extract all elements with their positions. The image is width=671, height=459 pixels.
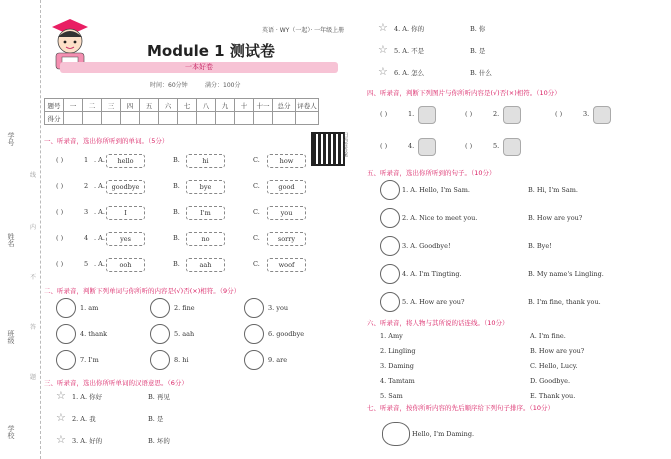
cut-line-char: 不 bbox=[30, 274, 37, 281]
answer-paren[interactable]: ( ) bbox=[555, 110, 563, 118]
option-b-word[interactable]: I'm bbox=[186, 206, 225, 220]
option-a-word[interactable]: ooh bbox=[106, 258, 145, 272]
character-name[interactable]: 2. Lingling bbox=[380, 347, 416, 355]
answer-circle[interactable] bbox=[380, 180, 400, 200]
character-name[interactable]: 3. Daming bbox=[380, 362, 414, 370]
section-7-sentence: Hello, I'm Daming. bbox=[412, 430, 475, 438]
section-5-option-a: 5. A. How are you? bbox=[402, 298, 465, 306]
quote-option[interactable]: B. How are you? bbox=[530, 347, 585, 355]
option-label-b: B. bbox=[173, 182, 180, 190]
answer-circle[interactable] bbox=[380, 292, 400, 312]
picture-illustration-icon bbox=[503, 106, 521, 124]
score-entry-cell[interactable] bbox=[296, 112, 319, 125]
character-name[interactable]: 1. Amy bbox=[380, 332, 403, 340]
quote-option[interactable]: D. Goodbye. bbox=[530, 377, 571, 385]
option-b-word[interactable]: bye bbox=[186, 180, 225, 194]
star-answer-icon[interactable]: ☆ bbox=[378, 21, 388, 34]
judge-circle[interactable] bbox=[150, 298, 170, 318]
section-7-heading: 七、听录音，按你所听内容的先后顺序给下列句子排序。（10分） bbox=[367, 404, 555, 412]
answer-paren[interactable]: ( ) bbox=[56, 156, 64, 164]
option-c-word[interactable]: you bbox=[267, 206, 306, 220]
score-table-header-cell: 九 bbox=[216, 99, 235, 112]
time-limit: 时间：60分钟 bbox=[150, 82, 188, 89]
section-3-option-a: 1. A. 你好 bbox=[72, 393, 103, 401]
answer-paren[interactable]: ( ) bbox=[465, 142, 473, 150]
qr-code-icon bbox=[311, 132, 345, 166]
section-3-option-a: 4. A. 你的 bbox=[394, 25, 425, 33]
answer-paren[interactable]: ( ) bbox=[465, 110, 473, 118]
answer-circle[interactable] bbox=[380, 208, 400, 228]
score-entry-cell[interactable] bbox=[64, 112, 83, 125]
option-a-word[interactable]: yes bbox=[106, 232, 145, 246]
section-2-word: 1. am bbox=[80, 304, 99, 312]
section-3-option-a: 5. A. 不是 bbox=[394, 47, 425, 55]
option-label-b: B. bbox=[173, 234, 180, 242]
score-entry-cell[interactable] bbox=[235, 112, 254, 125]
star-answer-icon[interactable]: ☆ bbox=[56, 389, 66, 402]
answer-paren[interactable]: ( ) bbox=[380, 142, 388, 150]
section-4-heading: 四、听录音，判断下列图片与你所听内容是(√)否(×)相符。（10分） bbox=[367, 89, 561, 97]
score-table-header-cell: 评卷人 bbox=[296, 99, 319, 112]
option-label-a: . A. bbox=[94, 260, 105, 268]
question-number: 2 bbox=[84, 182, 89, 190]
option-label-b: B. bbox=[173, 260, 180, 268]
section-3-option-a: 3. A. 好的 bbox=[72, 437, 103, 445]
section-5-option-b: B. My name's Lingling. bbox=[528, 270, 604, 278]
question-number: 1 bbox=[84, 156, 89, 164]
section-2-word: 9. are bbox=[268, 356, 288, 364]
option-label-a: . A. bbox=[94, 156, 105, 164]
picture-illustration-icon bbox=[593, 106, 611, 124]
section-5-option-a: 3. A. Goodbye! bbox=[402, 242, 451, 250]
score-table-header-cell: 八 bbox=[197, 99, 216, 112]
section-5-heading: 五、听录音，选出你所听到的句子。（10分） bbox=[367, 169, 496, 177]
score-entry-cell[interactable] bbox=[83, 112, 102, 125]
section-2-word: 3. you bbox=[268, 304, 289, 312]
score-entry-cell[interactable] bbox=[216, 112, 235, 125]
section-3-option-b: B. 是 bbox=[470, 47, 486, 55]
option-label-c: C. bbox=[253, 156, 260, 164]
score-table-header-cell: 六 bbox=[159, 99, 178, 112]
section-5-option-a: 2. A. Nice to meet you. bbox=[402, 214, 478, 222]
section-3-option-a: 2. A. 我 bbox=[72, 415, 96, 423]
section-5-option-b: B. Hi, I'm Sam. bbox=[528, 186, 578, 194]
section-2-word: 2. fine bbox=[174, 304, 195, 312]
score-entry-cell[interactable] bbox=[254, 112, 273, 125]
option-label-c: C. bbox=[253, 234, 260, 242]
judge-circle[interactable] bbox=[244, 350, 264, 370]
section-1-heading: 一、听录音，选出你所听到的单词。（5分） bbox=[44, 137, 169, 145]
section-2-heading: 二、听录音，判断下列单词与你所听的内容是(√)否(×)相符。（9分） bbox=[44, 287, 241, 295]
option-label-a: . A. bbox=[94, 182, 105, 190]
cut-line-char: 线 bbox=[30, 172, 37, 179]
option-label-b: B. bbox=[173, 156, 180, 164]
option-c-word[interactable]: how bbox=[267, 154, 306, 168]
subject-header: 英语 · WY（一起）· 一年级上册 bbox=[262, 27, 345, 34]
picture-illustration-icon bbox=[418, 138, 436, 156]
cut-line-char: 内 bbox=[30, 224, 37, 231]
section-5-option-a: 4. A. I'm Tingting. bbox=[402, 270, 462, 278]
score-entry-cell[interactable] bbox=[102, 112, 121, 125]
order-answer-box[interactable] bbox=[382, 422, 410, 446]
judge-circle[interactable] bbox=[150, 350, 170, 370]
score-table-header-cell: 总分 bbox=[273, 99, 296, 112]
option-label-c: C. bbox=[253, 182, 260, 190]
question-number: 4 bbox=[84, 234, 89, 242]
section-5-option-a: 1. A. Hello, I'm Sam. bbox=[402, 186, 470, 194]
section-2-word: 7. I'm bbox=[80, 356, 99, 364]
section-6-heading: 六、听录音，将人物与其所说的话连线。（10分） bbox=[367, 319, 509, 327]
option-label-a: . A. bbox=[94, 234, 105, 242]
option-c-word[interactable]: sorry bbox=[267, 232, 306, 246]
score-table-header-cell: 三 bbox=[102, 99, 121, 112]
option-b-word[interactable]: no bbox=[186, 232, 225, 246]
judge-circle[interactable] bbox=[244, 298, 264, 318]
star-answer-icon[interactable]: ☆ bbox=[56, 433, 66, 446]
section-3-option-b: B. 坏的 bbox=[148, 437, 170, 445]
answer-circle[interactable] bbox=[380, 236, 400, 256]
option-label-c: C. bbox=[253, 260, 260, 268]
label-student-no: 学号 bbox=[7, 132, 15, 146]
option-a-word[interactable]: hello bbox=[106, 154, 145, 168]
brand-subtitle: 一本好卷 bbox=[185, 63, 213, 71]
section-5-option-b: B. I'm fine, thank you. bbox=[528, 298, 601, 306]
section-2-word: 8. hi bbox=[174, 356, 189, 364]
star-answer-icon[interactable]: ☆ bbox=[56, 411, 66, 424]
star-answer-icon[interactable]: ☆ bbox=[378, 65, 388, 78]
quote-option[interactable]: E. Thank you. bbox=[530, 392, 576, 400]
judge-circle[interactable] bbox=[56, 324, 76, 344]
full-score: 满分：100分 bbox=[205, 82, 241, 89]
picture-illustration-icon bbox=[418, 106, 436, 124]
answer-circle[interactable] bbox=[380, 264, 400, 284]
label-class: 班级 bbox=[7, 330, 15, 344]
section-3-option-b: B. 什么 bbox=[470, 69, 492, 77]
option-c-word[interactable]: good bbox=[267, 180, 306, 194]
option-c-word[interactable]: woof bbox=[267, 258, 306, 272]
answer-paren[interactable]: ( ) bbox=[56, 260, 64, 268]
option-label-a: . A. bbox=[94, 208, 105, 216]
section-3-option-b: B. 再见 bbox=[148, 393, 170, 401]
cut-line-char: 答 bbox=[30, 324, 37, 331]
character-name[interactable]: 4. Tamtam bbox=[380, 377, 415, 385]
cut-line-char: 题 bbox=[30, 374, 37, 381]
answer-paren[interactable]: ( ) bbox=[56, 234, 64, 242]
score-table-header-cell: 四 bbox=[121, 99, 140, 112]
picture-number: 3. bbox=[583, 110, 590, 118]
score-table-header-cell: 题号 bbox=[45, 99, 64, 112]
score-table-header-cell: 十 bbox=[235, 99, 254, 112]
score-table-header-cell: 七 bbox=[178, 99, 197, 112]
section-3-option-b: B. 你 bbox=[470, 25, 486, 33]
score-entry-cell[interactable] bbox=[273, 112, 296, 125]
star-answer-icon[interactable]: ☆ bbox=[378, 43, 388, 56]
score-table-header-cell: 二 bbox=[83, 99, 102, 112]
score-table bbox=[44, 98, 319, 125]
score-table-header-cell: 十一 bbox=[254, 99, 273, 112]
question-number: 5 bbox=[84, 260, 89, 268]
answer-paren[interactable]: ( ) bbox=[56, 208, 64, 216]
section-3-option-b: B. 是 bbox=[148, 415, 164, 423]
option-label-c: C. bbox=[253, 208, 260, 216]
quote-option[interactable]: A. I'm fine. bbox=[530, 332, 566, 340]
qr-label: 扫码看答案 bbox=[342, 132, 348, 157]
character-name[interactable]: 5. Sam bbox=[380, 392, 403, 400]
score-table-header-cell: 五 bbox=[140, 99, 159, 112]
label-name: 姓名 bbox=[7, 233, 15, 247]
judge-circle[interactable] bbox=[56, 298, 76, 318]
option-b-word[interactable]: aah bbox=[186, 258, 225, 272]
option-a-word[interactable]: I bbox=[106, 206, 145, 220]
page-title: Module 1 测试卷 bbox=[147, 42, 275, 60]
score-table-label-cell: 得分 bbox=[45, 112, 64, 125]
picture-number: 5. bbox=[493, 142, 500, 150]
answer-paren[interactable]: ( ) bbox=[56, 182, 64, 190]
section-2-word: 4. thank bbox=[80, 330, 108, 338]
picture-illustration-icon bbox=[503, 138, 521, 156]
score-entry-cell[interactable] bbox=[121, 112, 140, 125]
judge-circle[interactable] bbox=[244, 324, 264, 344]
left-binding-margin bbox=[0, 0, 41, 459]
section-5-option-b: B. Bye! bbox=[528, 242, 552, 250]
section-3-heading: 三、听录音，选出你所听单词的汉语意思。（6分） bbox=[44, 379, 188, 387]
score-entry-cell[interactable] bbox=[197, 112, 216, 125]
picture-number: 2. bbox=[493, 110, 500, 118]
section-2-word: 6. goodbye bbox=[268, 330, 305, 338]
option-a-word[interactable]: goodbye bbox=[106, 180, 145, 194]
score-table-header-cell: 一 bbox=[64, 99, 83, 112]
section-3-option-a: 6. A. 怎么 bbox=[394, 69, 425, 77]
picture-number: 4. bbox=[408, 142, 415, 150]
judge-circle[interactable] bbox=[56, 350, 76, 370]
score-entry-cell[interactable] bbox=[140, 112, 159, 125]
score-entry-cell[interactable] bbox=[159, 112, 178, 125]
option-label-b: B. bbox=[173, 208, 180, 216]
score-entry-cell[interactable] bbox=[178, 112, 197, 125]
section-5-option-b: B. How are you? bbox=[528, 214, 583, 222]
picture-number: 1. bbox=[408, 110, 415, 118]
judge-circle[interactable] bbox=[150, 324, 170, 344]
question-number: 3 bbox=[84, 208, 89, 216]
answer-paren[interactable]: ( ) bbox=[380, 110, 388, 118]
label-school: 学校 bbox=[7, 425, 15, 439]
quote-option[interactable]: C. Hello, Lucy. bbox=[530, 362, 578, 370]
section-2-word: 5. aah bbox=[174, 330, 195, 338]
option-b-word[interactable]: hi bbox=[186, 154, 225, 168]
